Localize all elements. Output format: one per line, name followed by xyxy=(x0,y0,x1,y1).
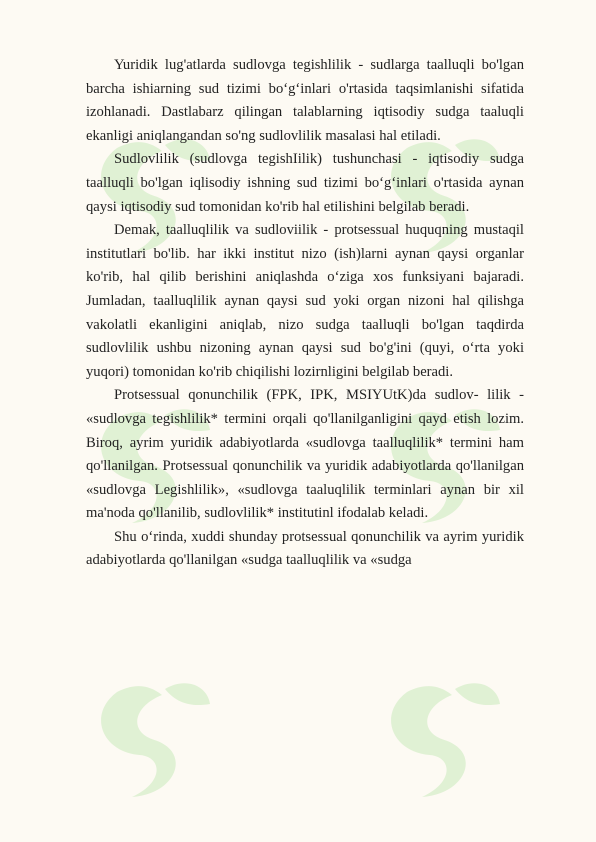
paragraph-5: Shu o‘rinda, xuddi shunday protsessual qonunchilik va ayrim yuridik adabiyotlarda qo'llanilgan «sudga taalluqlilik va «sudga xyxy=(86,528,524,569)
paragraph-3: Demak, taalluqlilik va sudloviilik - protsessual huquqning mustaqil institutlari bo'lib. har ikki institut nizo (ish)larni aynan qaysi organlar ko'rib, hal qilib berishini aniqlashda o‘ziga xos funksiyani bajaradi. Jumladan, taalluqlilik aynan qaysi sud yoki organ nizoni hal qilishga vakolatli ekanligini aniqlab, nizo sudga taalluqli bo'lgan taqdirda sudlovlilik ushbu nizoning aynan qaysi sud bo'g'ini (quyi, o‘rta yoki yuqori) tomonidan ko'rib chiqilishi lozirnligini belgilab beradi. xyxy=(86,222,524,380)
leaf-s-watermark-icon xyxy=(72,662,222,812)
leaf-s-watermark-icon xyxy=(362,662,512,812)
paragraph-2: Sudlovlilik (sudlovga tegishIilik) tushunchasi - iqtisodiy sudga taalluqli bo'lgan iqlisodiy ishning sud tizimi bo‘g‘inlari o'rtasida aynan qaysi iqtisodiy sud tomonidan ko'rib hal etilishini belgilab beradi. xyxy=(86,151,524,215)
document-body xyxy=(86,54,524,573)
paragraph-4: Protsessual qonunchilik (FPK, IPK, MSIYUtK)da sudlov- lilik - «sudlovga tegishlilik* termini orqali qo'llanilganligini qayd etish lozim. Biroq, ayrim yuridik adabiyotlarda «sudlovga taalluqlilik* termini ham qo'llanilgan. Protsessual qonunchilik va yuridik adabiyotlarda qo'llanilgan «sudlovga Legishlilik», «sudlovga taaluqlilik terminlari aynan bir xil ma'noda qo'llanilib, sudlovlilik* institutinl ifodalab keladi. xyxy=(86,387,524,522)
paragraph-1: Yuridik lug'atlarda sudlovga tegishlilik - sudlarga taalluqli bo'lgan barcha ishiarning sud tizimi bo‘g‘inlari o'rtasida taqsimlanishi sifatida izohlanadi. Dastlabarz qilingan talablarning iqtisodiy sudga taaluqli ekanligi aniqlangandan so'ng sudlovlilik masalasi hal etiladi. xyxy=(86,57,524,144)
